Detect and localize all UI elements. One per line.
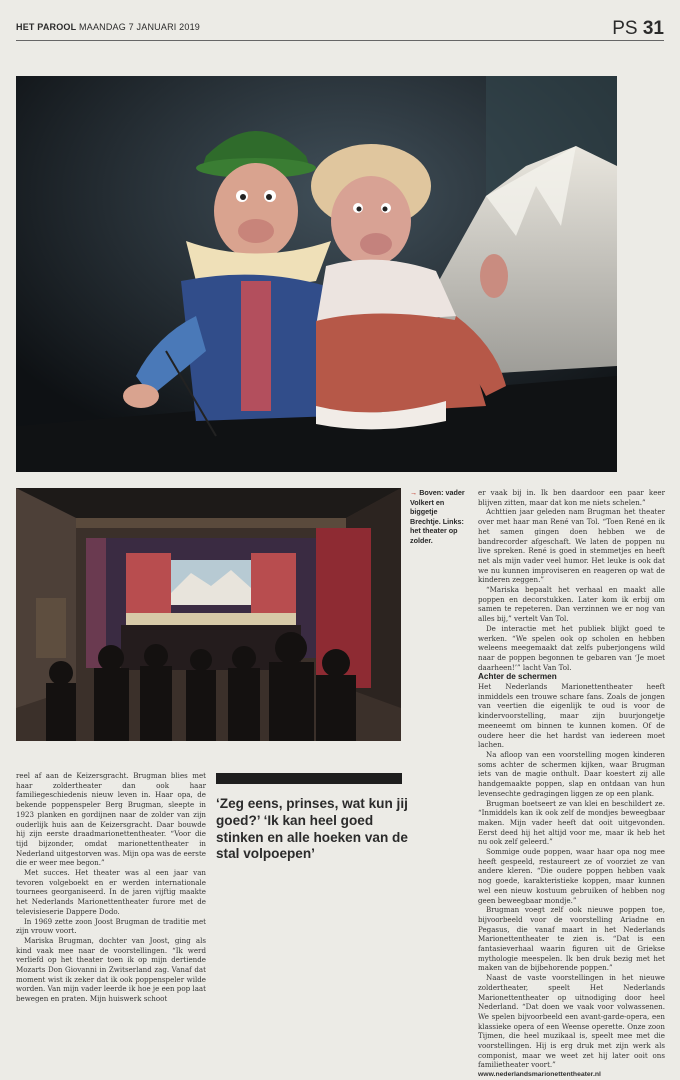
paragraph: Met succes. Het theater was al een jaar van tevoren volgeboekt en er werden internationale tournees georganiseerd. In de jaren vijftig maakte het Nederlands Marionettentheater furore met de televisieserie Dappere Dodo. <box>16 868 206 916</box>
article-column-right <box>478 488 665 1080</box>
paragraph: Brugman voegt zelf ook nieuwe poppen toe, bijvoorbeeld voor de voorstelling Ariadne en Pegasus, die vanaf maart in het Nederlands Marionettentheater te zien is. “Dat is een fantasieverhaal waarin figuren uit de Griekse mythologie meespelen. Ik ben druk bezig met het maken van de bijbehorende poppen.” <box>478 905 665 973</box>
photo-caption <box>410 488 470 545</box>
caption-text: Boven: vader Volkert en biggetje Brechtje. Links: het theater op zolder. <box>410 488 465 545</box>
website-link[interactable]: www.nederlandsmarionettentheater.nl <box>478 1071 601 1079</box>
masthead <box>16 22 200 32</box>
page-number: 31 <box>642 18 664 39</box>
attic-theater-illustration <box>16 488 401 741</box>
section-page <box>612 18 664 40</box>
paragraph: reel af aan de Keizersgracht. Brugman blies met haar zoldertheater dan ook haar familiegeschiedenis nieuw leven in. Haar opa, de bekende poppenspeler Berg Brugman, sleepte in 1923 planken en gordijnen naar de zolder van zijn ouderlijk huis aan de Keizersgracht. Daar bouwde hij zijn eerste draadmarionettentheater. “Voor die tijd bijzonder, omdat marionettentheater in Nederland uitgestorven was. Mijn opa was de eerste die er weer mee begon.” <box>16 771 206 868</box>
article-column-left <box>16 771 206 1004</box>
paragraph: Na afloop van een voorstelling mogen kinderen soms achter de schermen kijken, waar Brugman iets van de magie onthult. Daar koestert zij alle handgemaakte poppen, slap en ontdaan van hun levensechte gedragingen liggen ze op een plank. <box>478 749 665 798</box>
issue-date: MAANDAG 7 JANUARI 2019 <box>79 22 200 32</box>
pull-quote: ‘Zeg eens, prinses, wat kun jij goed?’ ‘Ik kan heel goed stinken en alle hoeken van de stal volpoepen’ <box>216 796 408 862</box>
paragraph: Het Nederlands Marionettentheater heeft inmiddels een trouwe schare fans. Zoals de jongen van veertien die eigenlijk te oud is voor de kindervoorstelling, maar zijn buurjongetje meeneemt om binnen te kunnen komen. Of de oudere heer die het hardst van iedereen moet lachen. <box>478 682 665 750</box>
paragraph: In 1969 zette zoon Joost Brugman de traditie met zijn vrouw voort. <box>16 916 206 936</box>
caption-arrow: → <box>410 488 418 497</box>
paragraph: Brugman boetseert ze van klei en beschildert ze. “Inmiddels kan ik ook zelf de mondjes beweegbaar maken. Mijn vader heeft dat ooit uitgevonden. Eerst deed hij het altijd voor me, maar ik heb het nu ook zelf geleerd.” <box>478 798 665 847</box>
photo-marionettes <box>16 76 617 472</box>
paragraph: Achttien jaar geleden nam Brugman het theater over met haar man René van Tol. “Toen René en ik het samen gingen doen hebben we de bandrecorder afgeschaft. We laten de poppen nu live spreken. René is goed in stemmetjes en heeft net als mijn vader veel humor. Het leuke is ook dat we nu kunnen improviseren en reageren op wat de kinderen zeggen.” <box>478 507 665 585</box>
quote-bar <box>216 773 402 784</box>
paragraph: Naast de vaste voorstellingen in het nieuwe zoldertheater, speelt Het Nederlands Marionettentheater op uitnodiging door heel Nederland. “Dat doen we vaak voor volwassenen. We spelen bijvoorbeeld een avant-garde-opera, een klassieke opera of een Weense operette. Onze zoon Tijmen, die heel muzikaal is, speelt mee met die voorstellingen. Hij is erg druk met zijn werk als componist, maar we weet zet hij later ooit ons familietheater voort.” <box>478 973 665 1070</box>
subheading: Achter de schermen <box>478 672 557 682</box>
paragraph: De interactie met het publiek blijkt goed te werken. “We spelen ook op scholen en hebben weleens meegemaakt dat zelfs puberjongens wild naar de poppen begonnen te gebaren van ‘Je moet daarheen!’” lacht Van Tol. <box>478 623 665 672</box>
marionettes-illustration <box>16 76 617 472</box>
paragraph: “Mariska bepaalt het verhaal en maakt alle poppen en decorstukken. Later kom ik erbij om samen te repeteren. Dan verzinnen we er nog van alles bij,” vertelt Van Tol. <box>478 585 665 624</box>
paragraph: Mariska Brugman, dochter van Joost, ging als kind vaak mee naar de voorstellingen. “Ik werd verliefd op het theater toen ik op mijn dertiende Mozarts Don Giovanni in Zwitserland zag. Vanaf dat moment wist ik zeker dat ik ook poppenspeler wilde worden. Van mijn vader leerde ik hoe je een pop laat bewegen en praten. Mijn huiswerk schoot <box>16 935 206 1004</box>
photo-attic-theater <box>16 488 401 741</box>
paper-name: HET PAROOL <box>16 22 77 32</box>
paragraph: Sommige oude poppen, waar haar opa nog mee heeft gespeeld, restaureert ze of voorziet ze van andere kleren. “Die oudere poppen hebben vaak nog goede, karakteristieke koppen, maar kunnen wel een nieuw kostuum gebruiken of hebben nog geen beweegbaar mondje.” <box>478 847 665 905</box>
header-rule <box>16 40 664 41</box>
paragraph: er vaak bij in. Ik ben daardoor een paar keer blijven zitten, maar dat kon me niets schelen.” <box>478 488 665 507</box>
section-label: PS <box>612 18 638 39</box>
